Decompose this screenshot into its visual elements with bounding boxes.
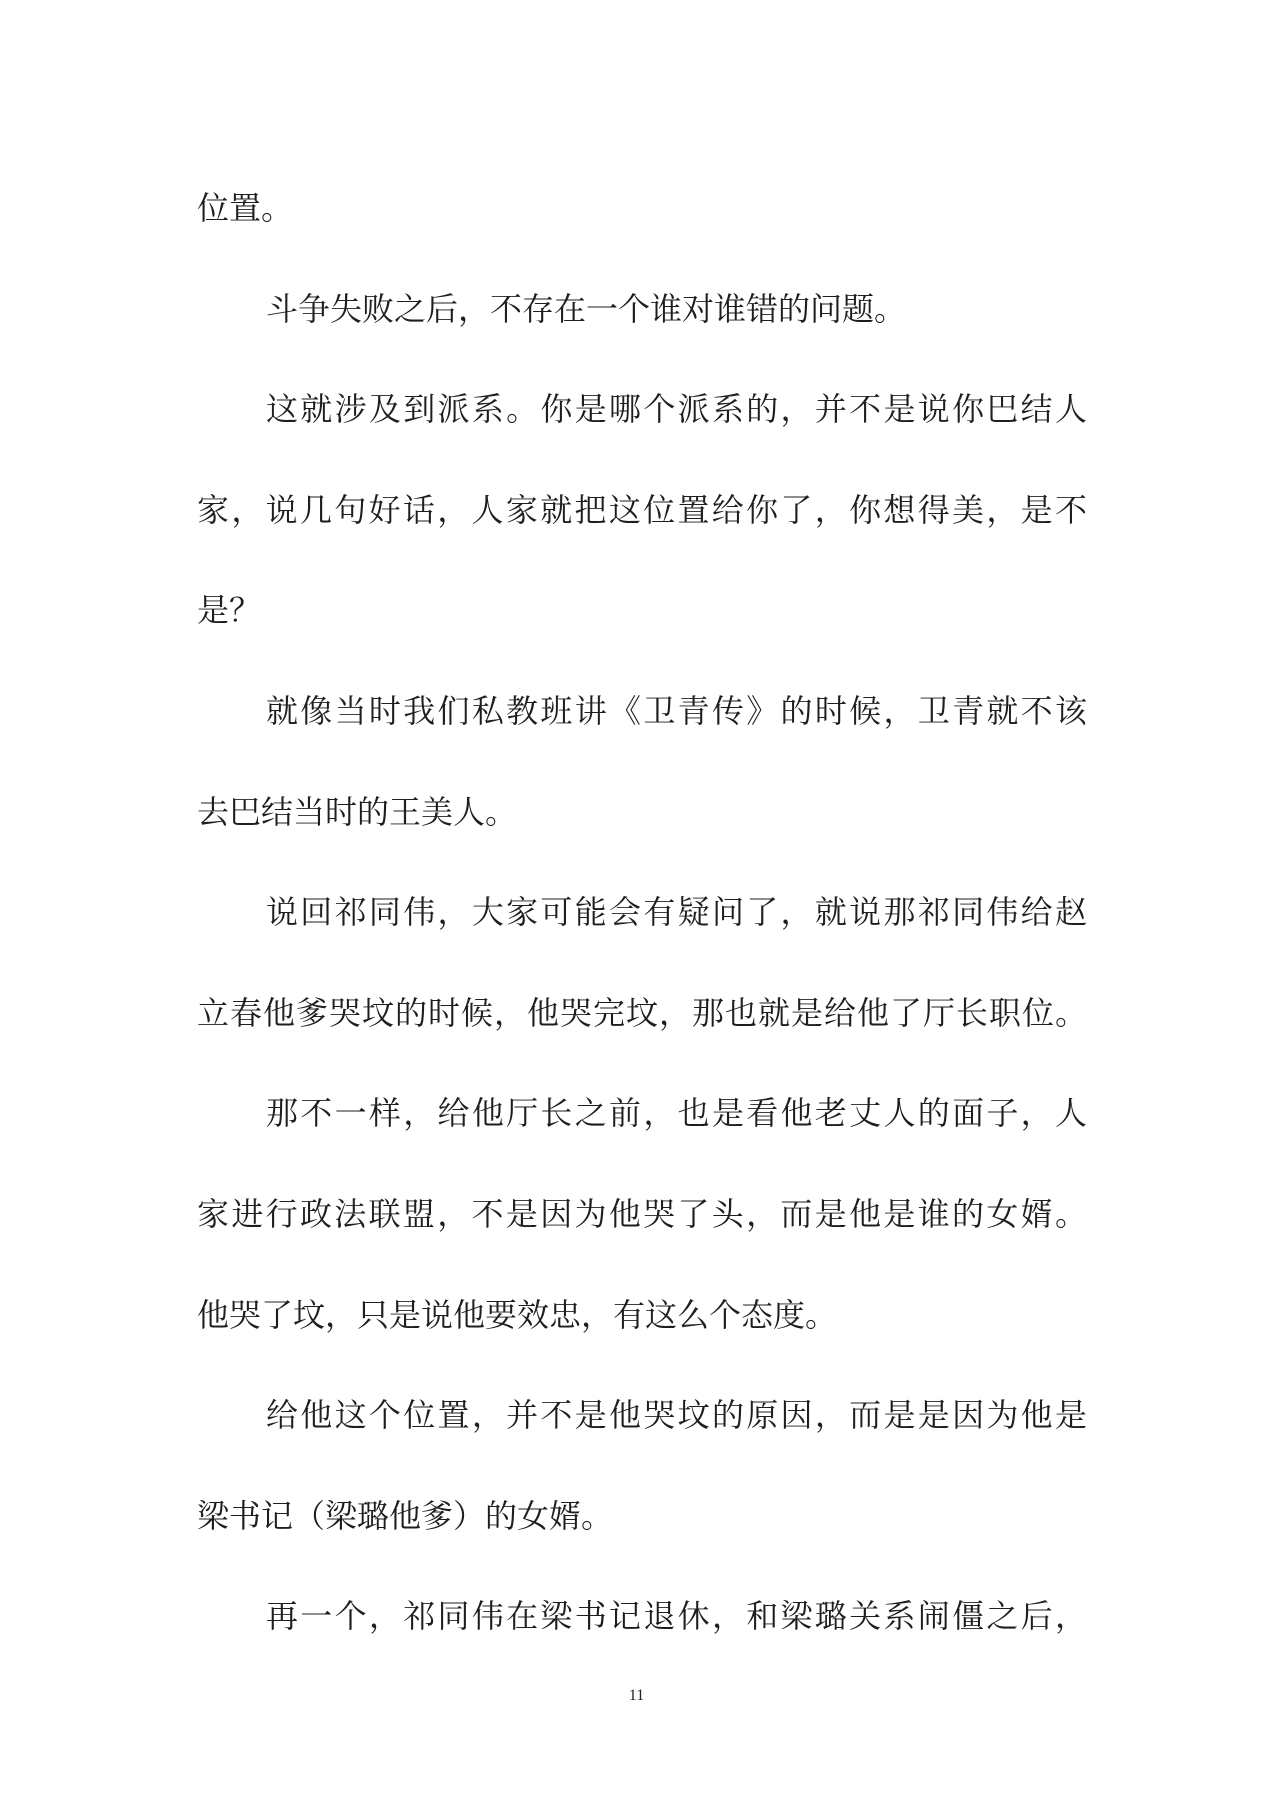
paragraph [197,1566,1087,1667]
paragraph [197,259,1087,360]
paragraph [197,1365,1087,1566]
text-line: 说回祁同伟，大家可能会有疑问了，就说那祁同伟给赵 [266,893,1087,932]
text-line: 再一个，祁同伟在梁书记退休，和梁璐关系闹僵之后， [266,1597,1087,1636]
paragraph [197,359,1087,661]
text-line: 就像当时我们私教班讲《卫青传》的时候，卫青就不该 [266,691,1087,730]
text-line: 斗争失败之后，不存在一个谁对谁错的问题。 [266,289,907,328]
paragraph [197,661,1087,862]
text-line: 位置。 [197,189,294,227]
paragraph [197,158,1087,259]
page-number: 11 [628,1687,645,1704]
text-line: 家进行政法联盟，不是因为他哭了头，而是他是谁的女婿。 [197,1194,1087,1233]
text-line: 去巴结当时的王美人。 [197,792,518,831]
text-line: 那不一样，给他厅长之前，也是看他老丈人的面子，人 [266,1094,1087,1133]
text-line: 立春他爹哭坟的时候，他哭完坟，那也就是给他了厅长职位。 [197,993,1087,1032]
paragraph [197,1063,1087,1365]
text-line: 梁书记（梁璐他爹）的女婿。 [197,1496,614,1535]
document-body [197,158,1087,1667]
text-line: 家，说几句好话，人家就把这位置给你了，你想得美，是不 [197,490,1087,529]
text-line: 这就涉及到派系。你是哪个派系的，并不是说你巴结人 [266,390,1087,429]
text-line: 给他这个位置，并不是他哭坟的原因，而是是因为他是 [266,1396,1087,1435]
paragraph [197,862,1087,1063]
text-line: 是？ [197,591,262,630]
text-line: 他哭了坟，只是说他要效忠，有这么个态度。 [197,1295,838,1334]
